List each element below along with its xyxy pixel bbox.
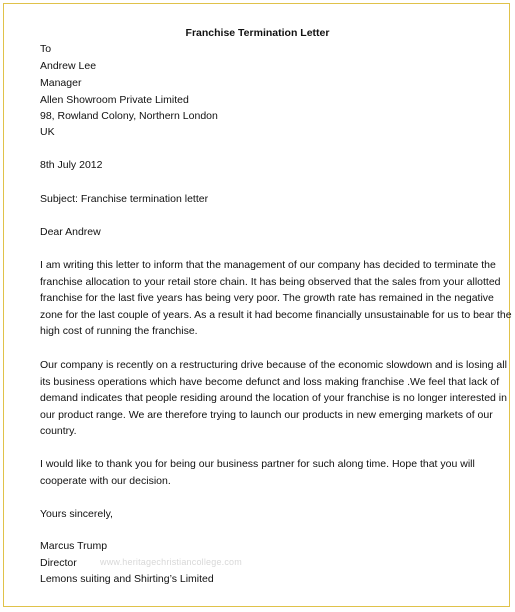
signature-name: Marcus Trump bbox=[40, 540, 108, 552]
signature-position: Director bbox=[40, 557, 77, 569]
watermark: www.heritagechristiancollege.com bbox=[100, 557, 242, 567]
paragraph-line: country. bbox=[40, 425, 77, 438]
letter-date: 8th July 2012 bbox=[40, 159, 103, 171]
to-label: To bbox=[40, 43, 52, 55]
body-paragraph-3 bbox=[40, 456, 475, 489]
recipient-name: Andrew Lee bbox=[40, 60, 97, 72]
paragraph-line: I am writing this letter to inform that the management of our company has decided to terminate the bbox=[40, 259, 496, 271]
closing: Yours sincerely, bbox=[40, 508, 113, 520]
body-paragraph-2 bbox=[40, 357, 507, 440]
body-paragraph-1 bbox=[40, 257, 512, 340]
paragraph-line: high cost of running the franchise. bbox=[40, 325, 198, 338]
salutation: Dear Andrew bbox=[40, 226, 101, 238]
paragraph-line: demand indicates that people residing around the location of your franchise is no longer interested in bbox=[40, 392, 507, 405]
paragraph-line: our product range. We are therefore trying to launch our products in new emerging markets of our bbox=[40, 408, 493, 421]
paragraph-line: franchise for the last five years has being very poor. The growth rate has remained in the negative bbox=[40, 292, 494, 305]
paragraph-line: I would like to thank you for being our business partner for such along time. Hope that you will bbox=[40, 458, 475, 470]
signature-company: Lemons suiting and Shirting’s Limited bbox=[40, 573, 214, 585]
paragraph-line: its business operations which have become defunct and loss making franchise .We feel that lack of bbox=[40, 375, 500, 388]
paragraph-line: zone for the last couple of years. As a result it had become financially unsustainable for us to bear the bbox=[40, 308, 512, 321]
paragraph-line: cooperate with our decision. bbox=[40, 474, 171, 487]
recipient-street: 98, Rowland Colony, Northern London bbox=[40, 110, 218, 122]
recipient-country: UK bbox=[40, 126, 55, 138]
paragraph-line: franchise allocation to your retail store chain. It has being observed that the sales from your allotted bbox=[40, 275, 501, 288]
letter-title: Franchise Termination Letter bbox=[185, 27, 330, 39]
letter-subject: Subject: Franchise termination letter bbox=[40, 193, 209, 205]
paragraph-line: Our company is recently on a restructuring drive because of the economic slowdown and is losing all bbox=[40, 359, 507, 371]
recipient-company: Allen Showroom Private Limited bbox=[40, 94, 189, 106]
recipient-position: Manager bbox=[40, 77, 82, 89]
